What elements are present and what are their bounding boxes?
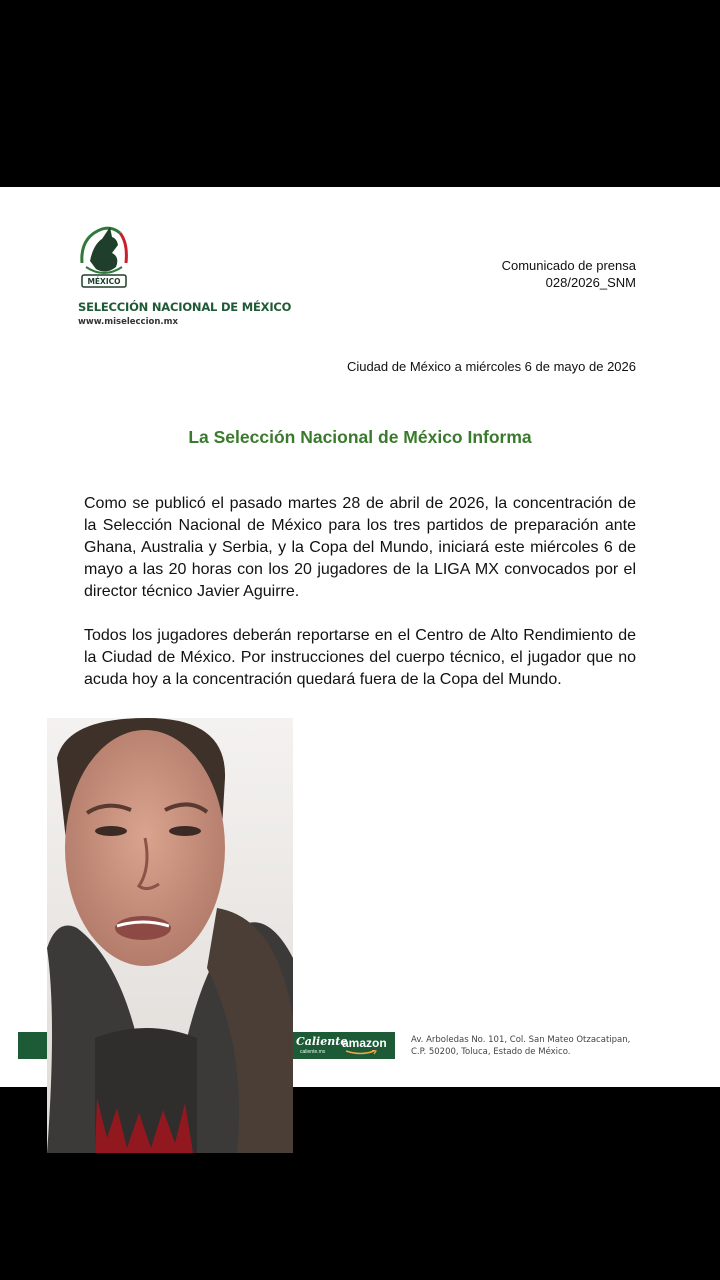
press-label: Comunicado de prensa bbox=[501, 258, 636, 273]
sponsor-caliente-url: caliente.mx bbox=[300, 1049, 326, 1055]
paragraph-2: Todos los jugadores deberán reportarse en el Centro de Alto Rendimiento de la Ciudad de México. Por instrucciones del cuerpo técnico, el jugador que no acuda hoy a la concentración quedará fuera de la Copa del Mundo. bbox=[84, 627, 636, 688]
body-text bbox=[84, 493, 636, 713]
headline: La Selección Nacional de México Informa bbox=[188, 427, 532, 447]
address-line-2: C.P. 50200, Toluca, Estado de México. bbox=[411, 1047, 571, 1057]
amazon-smile-icon bbox=[344, 1050, 378, 1055]
footer-address bbox=[411, 1034, 630, 1058]
organization-url: www.miseleccion.mx bbox=[78, 317, 178, 327]
date-line: Ciudad de México a miércoles 6 de mayo de 2026 bbox=[346, 359, 636, 374]
paragraph-1: Como se publicó el pasado martes 28 de abril de 2026, la concentración de la Selección Nacional de México para los tres partidos de preparación ante Ghana, Australia y Serbia, y la Copa del Mundo, iniciará este miércoles 6 de mayo a las 20 horas con los 20 jugadores de la LIGA MX convocados por el director técnico Javier Aguirre. bbox=[84, 495, 636, 600]
organization-name: SELECCIÓN NACIONAL DE MÉXICO bbox=[78, 300, 292, 314]
webcam-video-overlay bbox=[47, 718, 293, 1153]
sponsor-logo-caliente: Caliente bbox=[296, 1035, 348, 1048]
press-number: 028/2026_SNM bbox=[545, 275, 636, 290]
address-line-1: Av. Arboledas No. 101, Col. San Mateo Otzacatipan, bbox=[411, 1035, 631, 1045]
federation-crest-icon bbox=[76, 223, 132, 289]
crest-text: MÉXICO bbox=[87, 277, 121, 286]
person-video-frame bbox=[47, 718, 293, 1153]
press-release-label bbox=[502, 257, 636, 291]
sponsor-logo-amazon: amazon bbox=[342, 1036, 387, 1050]
